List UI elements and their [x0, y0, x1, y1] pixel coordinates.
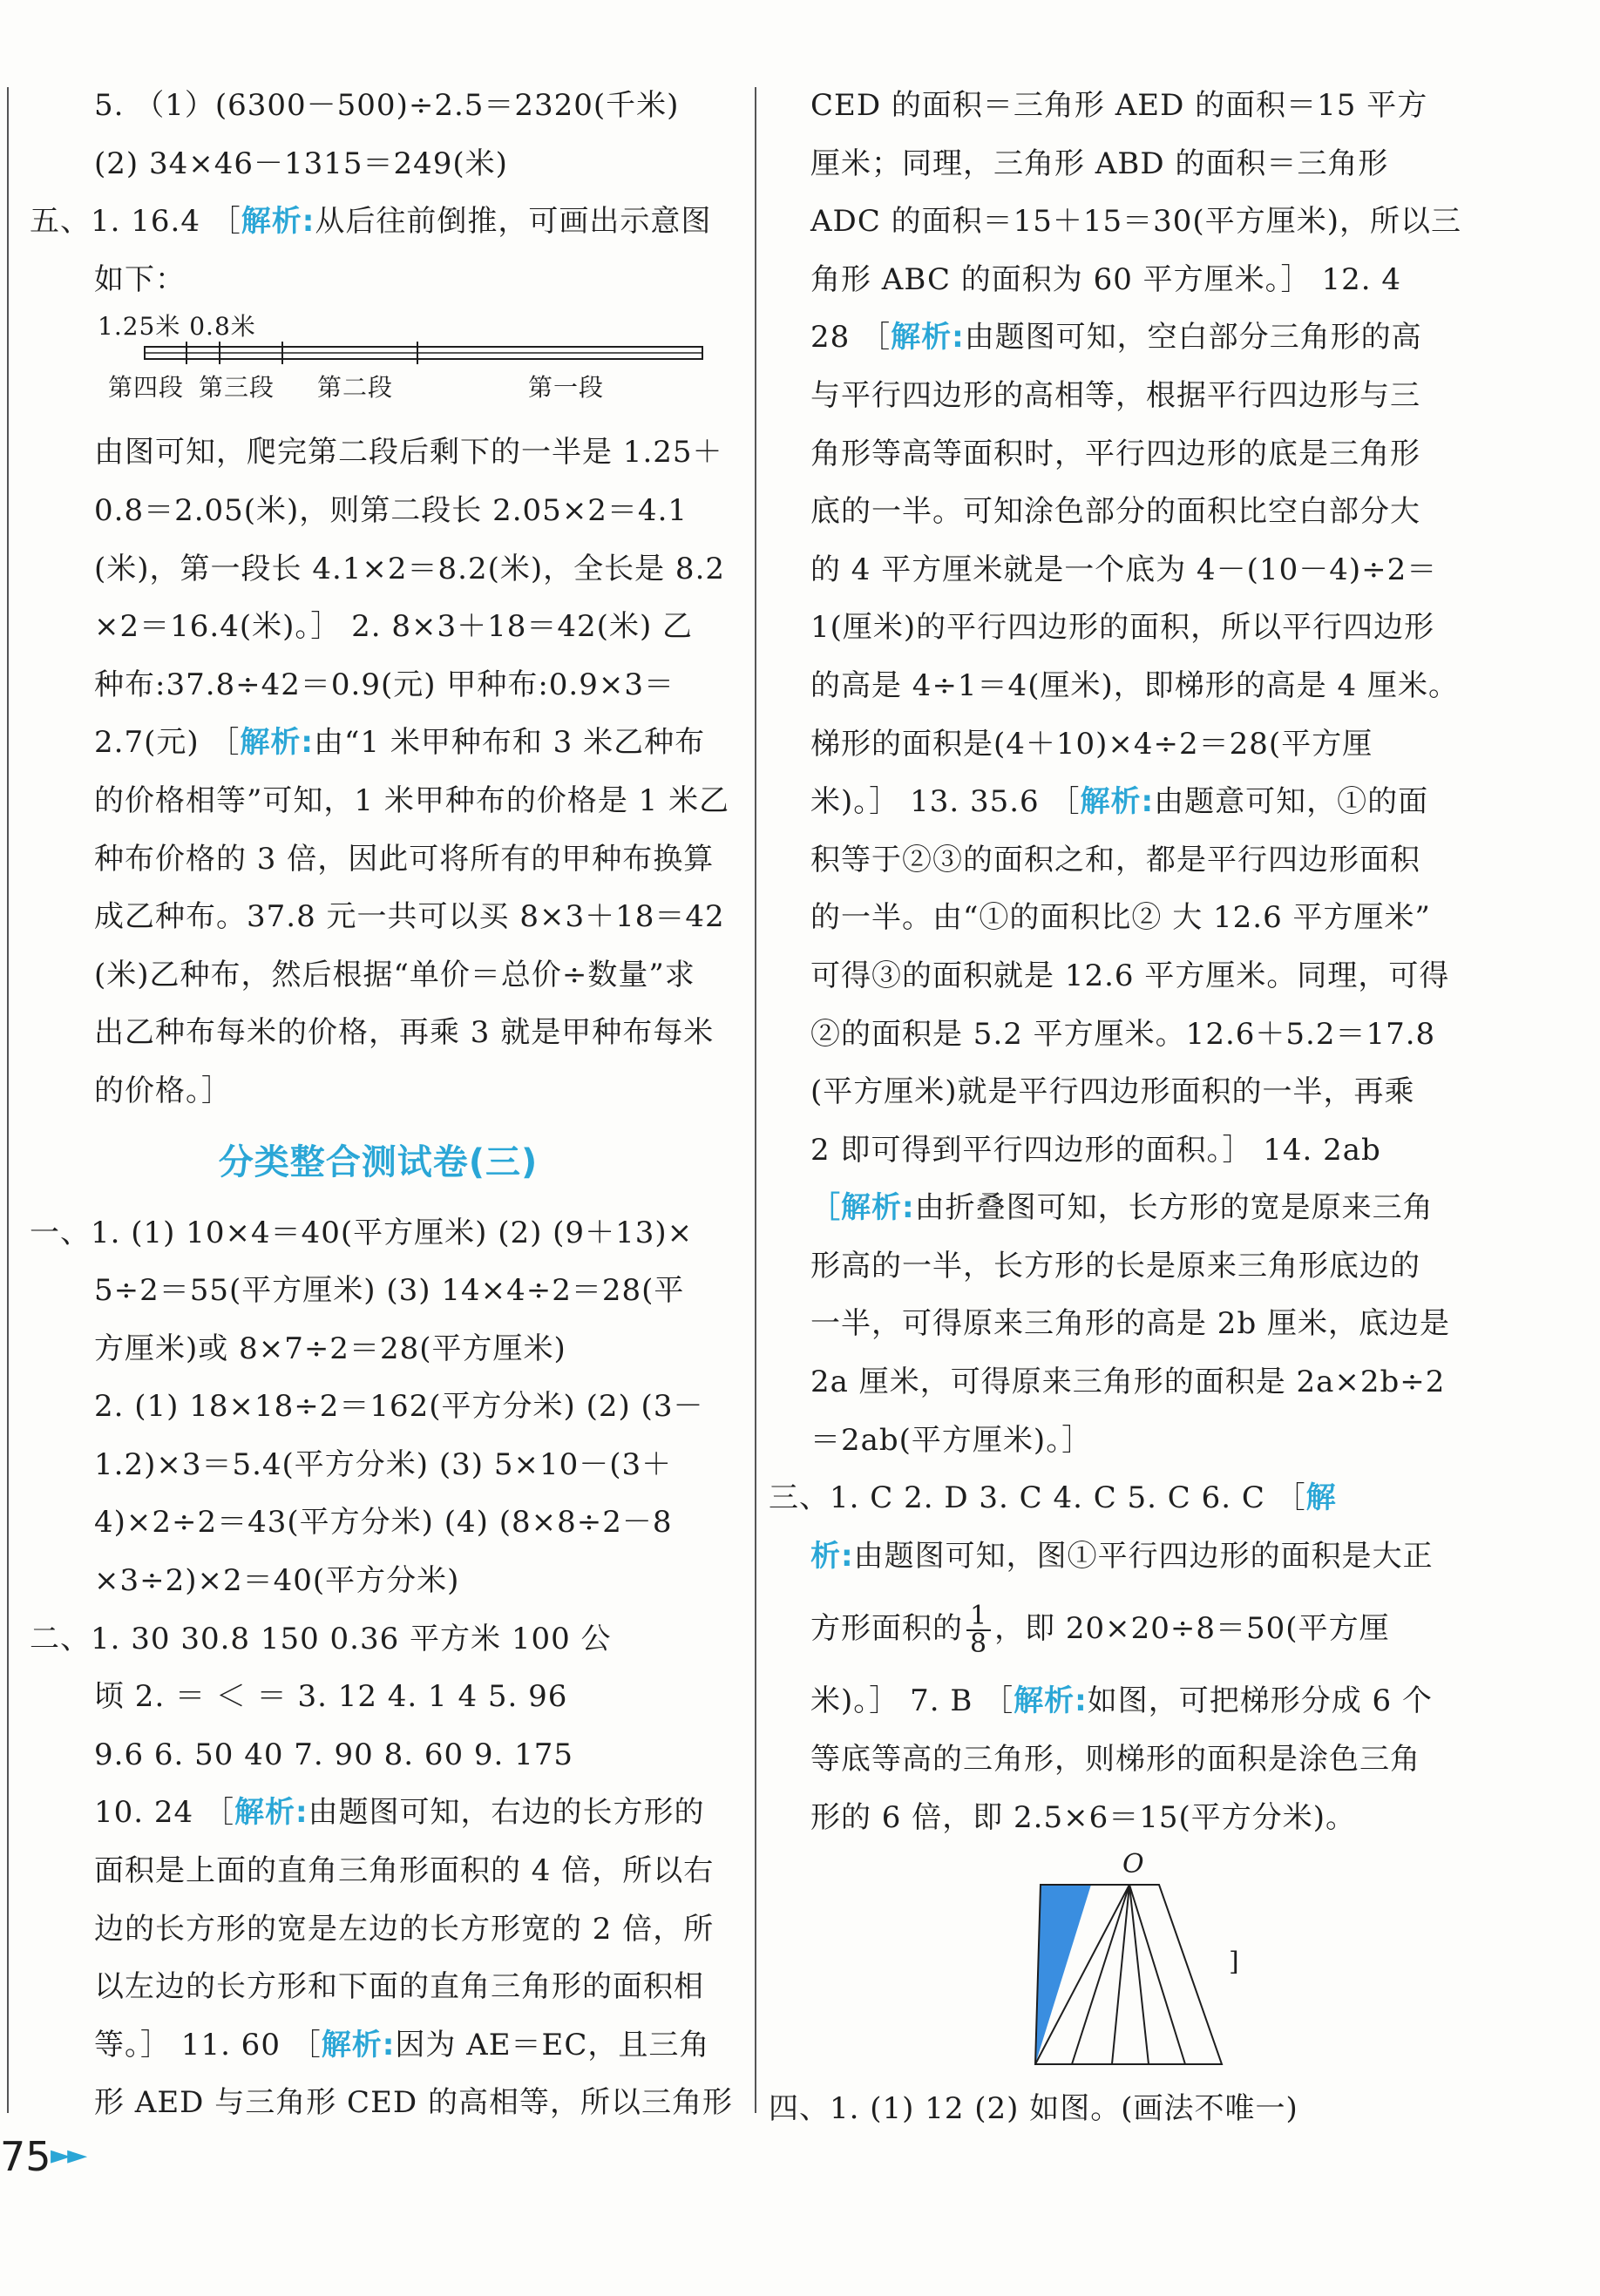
text-line: 5÷2＝55(平方厘米) (3) 14×4÷2＝28(平 [94, 1273, 685, 1309]
text-line [769, 1469, 1481, 1527]
text-line: ＝2ab(平方厘米)。］ [810, 1422, 1093, 1458]
text-line: 2. (1) 18×18÷2＝162(平方分米) (2) (3－ [94, 1389, 704, 1425]
page-arrows-icon: ►► [51, 2140, 85, 2171]
answer-text: 10. 24 ［ [94, 1795, 234, 1831]
divider-line [1129, 1885, 1185, 2064]
answer-text: 五、1. 16.4 ［ [30, 204, 241, 240]
page-number: 75 [0, 2133, 51, 2180]
text-line: ADC 的面积＝15＋15＝30(平方厘米)，所以三 [810, 204, 1461, 240]
text-line [30, 1784, 727, 1842]
text-line: 2a 厘米，可得原来三角形的面积是 2a×2b÷2 [810, 1365, 1446, 1400]
text-line: 的一半。由“①的面积比② 大 12.6 平方厘米” [810, 900, 1431, 936]
segment-label: 第四段 [108, 373, 185, 403]
text-line: ②的面积是 5.2 平方厘米。12.6＋5.2＝17.8 [810, 1016, 1436, 1052]
text-line: 一半，可得原来三角形的高是 2b 厘米，底边是 [810, 1306, 1451, 1342]
text-line: (米)，第一段长 4.1×2＝8.2(米)，全长是 8.2 [94, 551, 726, 586]
text-line: 四、1. (1) 12 (2) 如图。(画法不唯一) [769, 2091, 1298, 2127]
right-column [769, 77, 1481, 2138]
answer-text: 由题图可知，空白部分三角形的高 [964, 320, 1422, 356]
trapezoid-svg [810, 1846, 1481, 2080]
answer-text: 三、1. C 2. D 3. C 4. C 5. C 6. C ［ [769, 1480, 1306, 1516]
segment-label: 第二段 [317, 373, 394, 403]
point-label-o: O [1122, 1849, 1145, 1880]
answer-text: 由题意可知，①的面 [1154, 784, 1429, 820]
text-line: 的 4 平方厘米就是一个底为 4－(10－4)÷2＝ [810, 552, 1438, 587]
rule-left-edge [7, 87, 9, 2113]
text-line: 如下： [94, 261, 186, 297]
analysis-label: 解析: [241, 204, 315, 240]
segment-label: 第三段 [199, 373, 275, 403]
text-line: 9.6 6. 50 40 7. 90 8. 60 9. 175 [94, 1737, 574, 1772]
text-line: 角形等高等面积时，平行四边形的底是三角形 [810, 436, 1420, 471]
text-line: 0.8＝2.05(米)，则第二段长 2.05×2＝4.1 [94, 492, 688, 528]
segment-diagram [30, 308, 727, 423]
analysis-label: 解 [1305, 1480, 1337, 1516]
text-line: 的高是 4÷1＝4(厘米)，即梯形的高是 4 厘米。 [810, 667, 1459, 703]
answer-text: 2.7(元) ［ [94, 725, 241, 761]
answer-text: 由题图可知，右边的长方形的 [308, 1795, 705, 1831]
text-line: 以左边的长方形和下面的直角三角形的面积相 [94, 1969, 704, 2005]
fraction-denominator: 8 [970, 1629, 988, 1660]
analysis-label: 解析: [1080, 784, 1155, 820]
answer-text: 米)。］ 7. B ［ [810, 1683, 1014, 1719]
text-line: 2 即可得到平行四边形的面积。］ 14. 2ab [810, 1132, 1381, 1168]
text-line: 4)×2÷2＝43(平方分米) (4) (8×8÷2－8 [94, 1505, 673, 1541]
segment-diagram-svg [30, 308, 727, 423]
analysis-label: 解析: [1014, 1683, 1088, 1719]
text-line: 梯形的面积是(4＋10)×4÷2＝28(平方厘 [810, 726, 1373, 762]
text-line: 一、1. (1) 10×4＝40(平方厘米) (2) (9＋13)× [30, 1215, 694, 1250]
text-line: 顷 2. ＝ ＜ ＝ 3. 12 4. 1 4 5. 96 [94, 1679, 568, 1715]
text-line: 底的一半。可知涂色部分的面积比空白部分大 [810, 494, 1420, 530]
answer-text: 由题图可知，图①平行四边形的面积是大正 [853, 1538, 1434, 1574]
answer-text: 由折叠图可知，长方形的宽是原来三角 [914, 1190, 1434, 1226]
analysis-label: 解析: [891, 320, 965, 356]
text-line: 种布:37.8÷42＝0.9(元) 甲种布:0.9×3＝ [94, 667, 675, 702]
text-line: 方厘米)或 8×7÷2＝28(平方厘米) [94, 1331, 566, 1366]
text-line [810, 1527, 1481, 1586]
text-line: 边的长方形的宽是左边的长方形宽的 2 倍，所 [94, 1911, 715, 1947]
text-line: 厘米；同理，三角形 ABD 的面积＝三角形 [810, 146, 1389, 181]
fraction [966, 1601, 991, 1660]
diagram-top-label: 1.25米 0.8米 [98, 312, 256, 342]
text-line: 的价格相等”可知，1 米甲种布的价格是 1 米乙 [94, 782, 730, 818]
answer-text: 等。］ 11. 60 ［ [94, 2027, 322, 2062]
text-line: 由图可知，爬完第二段后剩下的一半是 1.25＋ [94, 435, 723, 471]
divider-line [1129, 1885, 1149, 2064]
column-divider [755, 87, 756, 2113]
left-column [30, 77, 733, 2132]
text-line [810, 1585, 1481, 1672]
trapezoid-figure [810, 1846, 1481, 2080]
segment-label: 第一段 [528, 373, 605, 403]
answer-text: 从后往前倒推，可画出示意图 [315, 204, 712, 240]
text-line: ×3÷2)×2＝40(平方分米) [94, 1563, 460, 1599]
text-line: (2) 34×46－1315＝249(米) [94, 146, 508, 181]
text-line: 形 AED 与三角形 CED 的高相等，所以三角形 [94, 2085, 733, 2121]
text-line: 可得③的面积就是 12.6 平方厘米。同理，可得 [810, 958, 1450, 993]
analysis-label: 解析: [240, 725, 315, 761]
text-line [810, 308, 1481, 367]
text-line: 面积是上面的直角三角形面积的 4 倍，所以右 [94, 1853, 715, 1889]
text-line: 等底等高的三角形，则梯形的面积是涂色三角 [810, 1742, 1420, 1778]
closing-bracket: ] [1229, 1947, 1240, 1978]
text-line [810, 1179, 1481, 1237]
text-line: 与平行四边形的高相等，根据平行四边形与三 [810, 377, 1420, 413]
text-line: 5. （1）(6300－500)÷2.5＝2320(千米) [94, 88, 680, 123]
text-line [810, 1672, 1481, 1730]
answer-text: 因为 AE＝EC，且三角 [395, 2027, 710, 2062]
answer-text: 28 ［ [810, 320, 892, 356]
text-line: 积等于②③的面积之和，都是平行四边形面积 [810, 842, 1420, 877]
answer-text: 如图，可把梯形分成 6 个 [1087, 1683, 1433, 1719]
text-line: 1(厘米)的平行四边形的面积，所以平行四边形 [810, 610, 1435, 646]
analysis-label: 解析: [321, 2027, 396, 2062]
text-line [30, 2016, 727, 2075]
text-line: CED 的面积＝三角形 AED 的面积＝15 平方 [810, 88, 1428, 123]
text-line: 二、1. 30 30.8 150 0.36 平方米 100 公 [30, 1621, 612, 1656]
fraction-numerator: 1 [966, 1603, 991, 1631]
section-heading: 分类整合测试卷(三) [218, 1141, 539, 1182]
text-line: 成乙种布。37.8 元一共可以买 8×3＋18＝42 [94, 899, 725, 935]
text-line [30, 193, 727, 251]
analysis-label: ［解析: [810, 1190, 915, 1226]
text-line: 形高的一半，长方形的长是原来三角形底边的 [810, 1248, 1420, 1283]
answer-text: 由“1 米甲种布和 3 米乙种布 [314, 725, 706, 761]
text-line: 的价格。］ [94, 1073, 232, 1108]
text-line: ×2＝16.4(米)。］ 2. 8×3＋18＝42(米) 乙 [94, 609, 694, 645]
answer-text: 米)。］ 13. 35.6 ［ [810, 784, 1081, 820]
text-line: (米)乙种布，然后根据“单价＝总价÷数量”求 [94, 957, 695, 992]
text-line: 种布价格的 3 倍，因此可将所有的甲种布换算 [94, 841, 715, 877]
analysis-label: 解析: [234, 1795, 308, 1831]
text-line: 1.2)×3＝5.4(平方分米) (3) 5×10－(3＋ [94, 1446, 673, 1482]
text-line: (平方厘米)就是平行四边形面积的一半，再乘 [810, 1074, 1415, 1110]
text-line: 出乙种布每米的价格，再乘 3 就是甲种布每米 [94, 1015, 715, 1051]
answer-text: 方形面积的 [810, 1611, 963, 1647]
text-line [810, 773, 1481, 831]
answer-text: ，即 20×20÷8＝50(平方厘 [994, 1611, 1390, 1647]
text-line: 角形 ABC 的面积为 60 平方厘米。］ 12. 4 [810, 261, 1401, 297]
analysis-label: 析: [810, 1538, 854, 1574]
text-line [30, 714, 727, 772]
text-line: 形的 6 倍，即 2.5×6＝15(平方分米)。 [810, 1799, 1357, 1835]
